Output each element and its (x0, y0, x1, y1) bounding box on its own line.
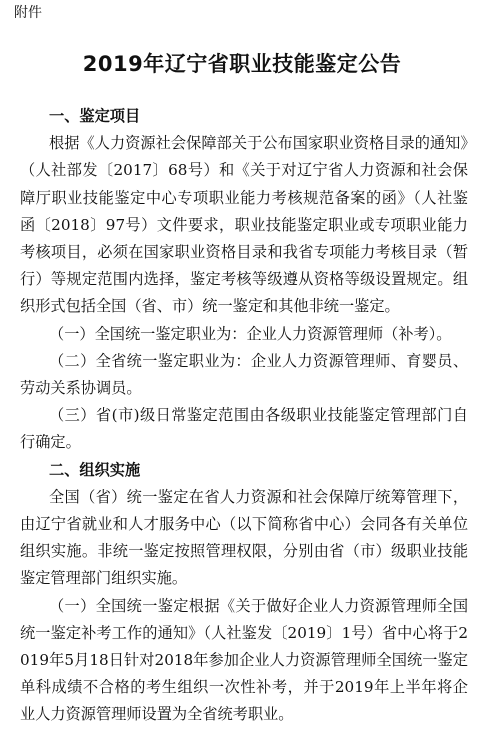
paragraph-organization: 全国（省）统一鉴定在省人力资源和社会保障厅统筹管理下，由辽宁省就业和人才服务中心（以下简称省中心）会同各有关单位组织实施。非统一鉴定按照管理权限，分别由省（市）级职业技能鉴定管理部门组织实施。 (20, 487, 468, 588)
paragraph-basis: 根据《人力资源社会保障部关于公布国家职业资格目录的通知》（人社部发〔2017〕68号）和《关于对辽宁省人力资源和社会保障厅职业技能鉴定中心专项职业能力考核规范备案的函》（人社鉴函〔2018〕97号）文件要求，职业技能鉴定职业或专项职业能力考核项目，必须在国家职业资格目录和我省专项能力考核目录（暂行）等规定范围内选择，鉴定考核等级遵从资格等级设置规定。组织形式包括全国（省、市）统一鉴定和其他非统一鉴定。 (20, 134, 468, 316)
paragraph-provincial-unified: （二）全省统一鉴定职业为：企业人力资源管理师、育婴员、劳动关系协调员。 (20, 351, 468, 398)
section-heading-appraisal-items: 一、鉴定项目 (49, 107, 141, 125)
section-heading-organization: 二、组织实施 (49, 460, 141, 479)
attachment-label: 附件 (14, 5, 42, 21)
paragraph-daily-appraisal: （三）省(市)级日常鉴定范围由各级职业技能鉴定管理部门自行确定。 (20, 406, 468, 452)
document-body (20, 103, 468, 729)
page-title: 2019年辽宁省职业技能鉴定公告 (82, 52, 402, 76)
paragraph-makeup-exam: （一）全国统一鉴定根据《关于做好企业人力资源管理师全国统一鉴定补考工作的通知》（人社鉴发〔2019〕1号）省中心将于2019年5月18日针对2018年参加企业人力资源管理师全国统一鉴定单科成绩不合格的考生组织一次性补考，并于2019年上半年将企业人力资源管理师设置为全省统考职业。 (20, 596, 468, 724)
paragraph-national-unified: （一）全国统一鉴定职业为：企业人力资源管理师（补考）。 (49, 324, 452, 343)
